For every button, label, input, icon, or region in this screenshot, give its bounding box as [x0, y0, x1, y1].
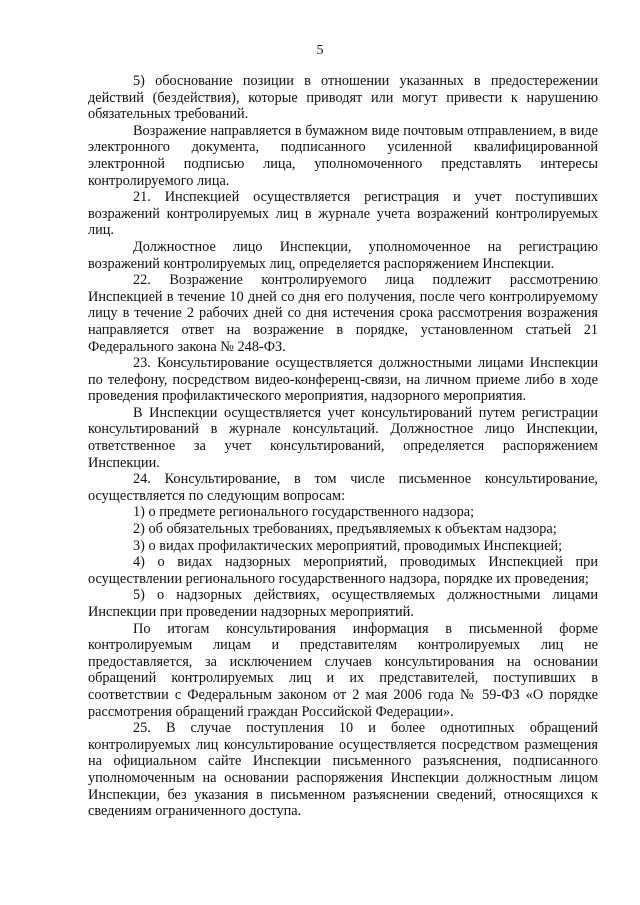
paragraph: В Инспекции осуществляется учет консультирований путем регистрации консультирований в журнале консультаций. Должностное лицо Инспекции, ответственное за учет консультирований, определяется распоряжением Инспекции. — [88, 404, 598, 471]
paragraph: Должностное лицо Инспекции, уполномоченное на регистрацию возражений контролируемых лиц, определяется распоряжением Инспекции. — [88, 238, 598, 272]
list-item: 5) о надзорных действиях, осуществляемых должностными лицами Инспекции при проведении надзорных мероприятий. — [88, 587, 598, 620]
body-text — [88, 73, 598, 820]
paragraph: 5) обоснование позиции в отношении указанных в предостережении действий (бездействия), которые приводят или могут привести к нарушению обязательных требований. — [88, 73, 598, 123]
paragraph: 21. Инспекцией осуществляется регистрация и учет поступивших возражений контролируемых лиц в журнале учета возражений контролируемых лиц. — [88, 189, 598, 239]
paragraph: По итогам консультирования информация в письменной форме контролируемым лицам и представителям контролируемых лиц не предоставляется, за исключением случаев консультирования на основании обращений контролируемых лиц и их представителей, поступивших в соответствии с Федеральным законом от 2 мая 2006 года № 59-ФЗ «О порядке рассмотрения обращений граждан Российской Федерации». — [88, 620, 598, 720]
list-item: 2) об обязательных требованиях, предъявляемых к объектам надзора; — [133, 521, 557, 538]
list-item: 1) о предмете регионального государственного надзора; — [133, 504, 475, 521]
list-item: 4) о видах надзорных мероприятий, проводимых Инспекцией при осуществлении регионального государственного надзора, порядке их проведения; — [88, 554, 598, 587]
paragraph: Возражение направляется в бумажном виде почтовым отправлением, в виде электронного документа, подписанного усиленной квалифицированной электронной подписью лица, уполномоченного представлять интересы контролируемого лица. — [88, 122, 598, 189]
paragraph: 22. Возражение контролируемого лица подлежит рассмотрению Инспекцией в течение 10 дней со дня его получения, после чего контролируемому лицу в течение 2 рабочих дней со дня истечения срока рассмотрения возражения направляется ответ на возражение в порядке, установленном статьей 21 Федерального закона № 248-ФЗ. — [88, 272, 598, 355]
page-number: 5 — [316, 43, 324, 58]
paragraph: 25. В случае поступления 10 и более однотипных обращений контролируемых лиц консультирование осуществляется посредством размещения на официальном сайте Инспекции письменного разъяснения, подписанного уполномоченным на основании распоряжения Инспекции должностным лицом Инспекции, без указания в письменном разъяснении сведений, относящихся к сведениям ограниченного доступа. — [88, 720, 598, 820]
list-item: 3) о видах профилактических мероприятий, проводимых Инспекцией; — [133, 537, 563, 554]
paragraph: 24. Консультирование, в том числе письменное консультирование, осуществляется по следующим вопросам: — [88, 471, 598, 504]
paragraph: 23. Консультирование осуществляется должностными лицами Инспекции по телефону, посредством видео-конференц-связи, на личном приеме либо в ходе проведения профилактического мероприятия, надзорного мероприятия. — [88, 355, 598, 405]
